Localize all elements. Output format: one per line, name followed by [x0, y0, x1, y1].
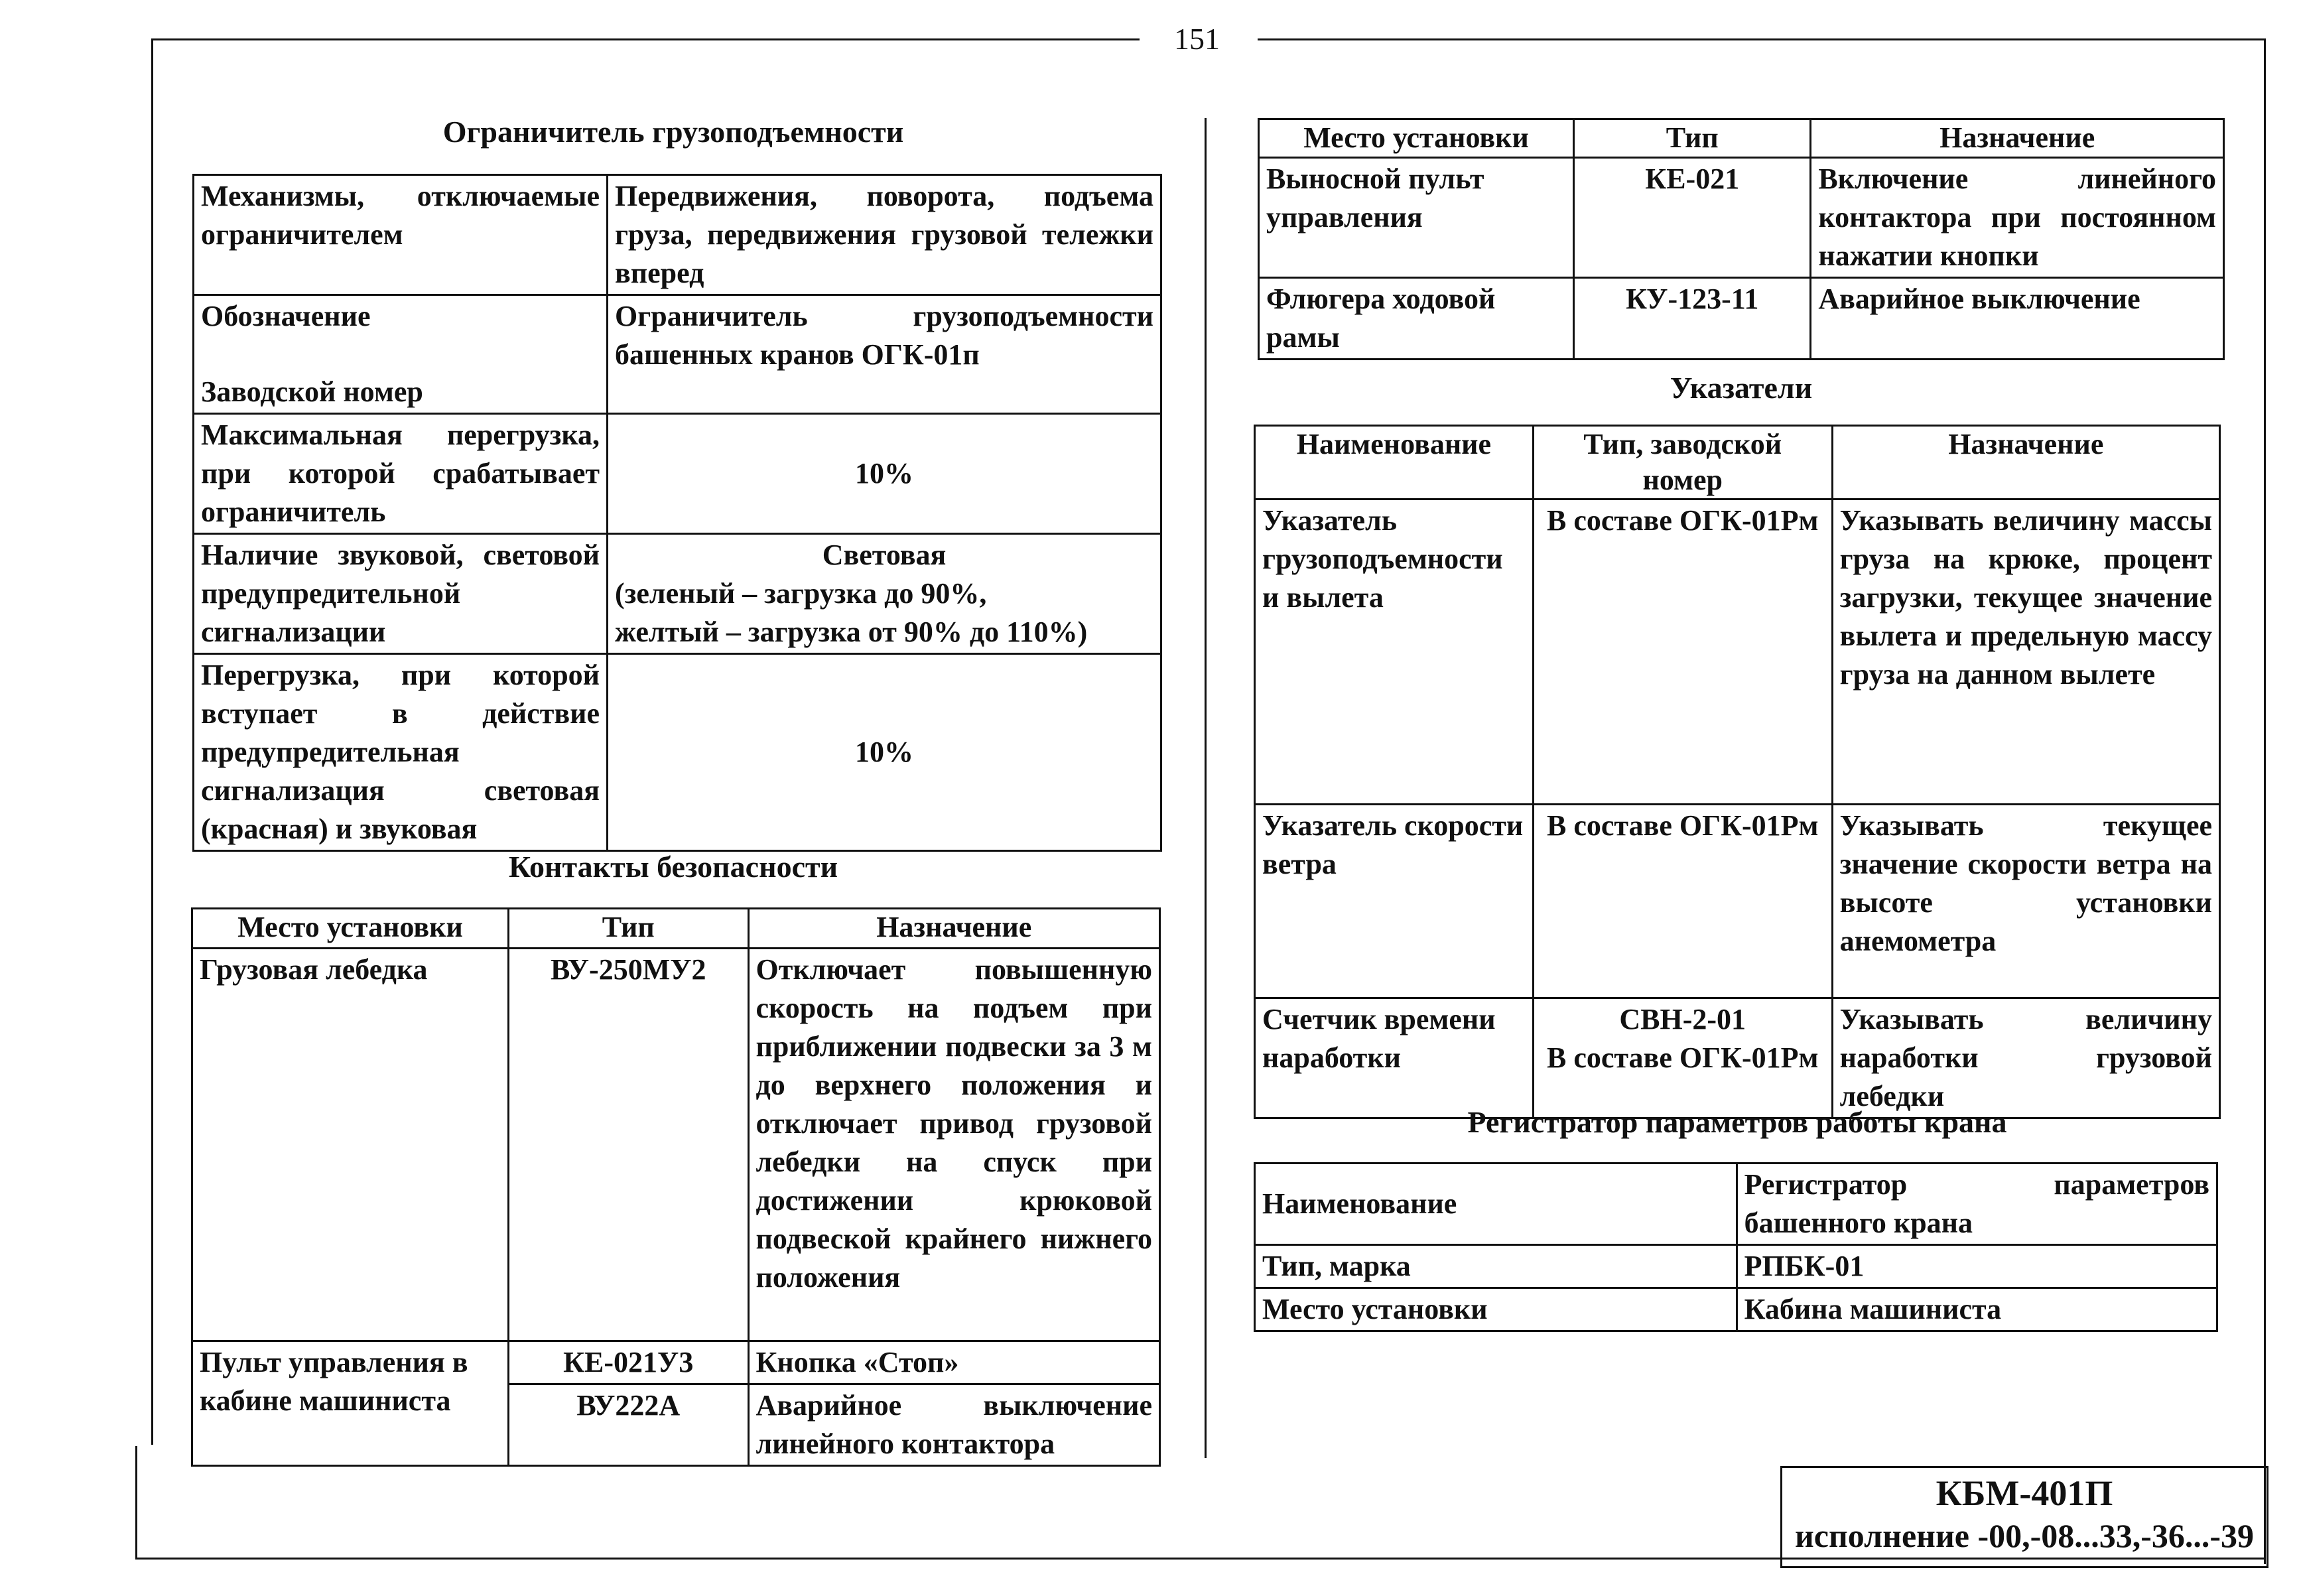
indicator-purpose: Указывать величину наработки грузовой лебедки — [1832, 998, 2219, 1118]
version-label: исполнение -00,-08...33,-36...-39 — [1794, 1517, 2255, 1554]
model-label: КБМ-401П — [1936, 1473, 2113, 1513]
indicator-type: В составе ОГК-01Рм — [1533, 499, 1832, 805]
recorder-title: Регистратор параметров работы крана — [1467, 1105, 2007, 1139]
contact-type: ВУ-250МУ2 — [508, 949, 748, 1341]
page-number: 151 — [1174, 22, 1220, 56]
table-row — [194, 295, 1161, 414]
column-header: Назначение — [1811, 119, 2224, 158]
limiter-value-cell — [608, 534, 1161, 654]
table-row — [192, 1341, 1160, 1384]
limiter-label: Наличие звуковой, световой предупредительной сигнализации — [194, 534, 608, 654]
column-header: Назначение — [748, 909, 1160, 949]
table-row — [192, 949, 1160, 1341]
contact-purpose: Кнопка «Стоп» — [748, 1341, 1160, 1384]
limiter-label: Обозначение — [201, 300, 371, 332]
table-row — [1255, 1164, 2217, 1245]
frame-left-lower — [135, 1446, 137, 1559]
recorder-label: Наименование — [1255, 1164, 1737, 1245]
limiter-label: Перегрузка, при которой вступает в действие предупредительная сигнализация световая (красная) и звуковая — [194, 654, 608, 851]
table-row — [1255, 805, 2220, 998]
table-row — [1259, 278, 2224, 360]
indicator-purpose: Указывать величину массы груза на крюке, процент загрузки, текущее значение вылета и предельную массу груза на данном вылете — [1832, 499, 2219, 805]
table-header-row — [192, 909, 1160, 949]
safety-contacts-table — [191, 907, 1161, 1467]
table-row — [194, 654, 1161, 851]
contact-place: Пульт управления в кабине машиниста — [192, 1341, 509, 1466]
indicators-table — [1254, 425, 2221, 1119]
column-header: Тип, заводской номер — [1533, 426, 1832, 499]
column-divider — [1205, 118, 1207, 1458]
recorder-label: Место установки — [1255, 1288, 1737, 1331]
table-row — [194, 175, 1161, 295]
table-row — [194, 534, 1161, 654]
contact-type: ВУ222А — [508, 1384, 748, 1466]
limiter-label: Заводской номер — [201, 375, 423, 408]
table-header-row — [1259, 119, 2224, 158]
indicators-title: Указатели — [1670, 371, 1813, 405]
load-limiter-table — [192, 174, 1162, 852]
indicator-type: В составе ОГК-01Рм — [1547, 1041, 1819, 1074]
frame-left-upper — [151, 38, 153, 1445]
contact-place: Грузовая лебедка — [192, 949, 509, 1341]
recorder-value: РПБК-01 — [1737, 1245, 2217, 1288]
contact-type: КЕ-021У3 — [508, 1341, 748, 1384]
table-row — [1255, 1288, 2217, 1331]
frame-top-right — [1258, 38, 2266, 40]
contact-type: КЕ-021 — [1574, 158, 1811, 278]
column-header: Назначение — [1832, 426, 2219, 499]
column-header: Тип — [1574, 119, 1811, 158]
table-row — [194, 414, 1161, 534]
limiter-value: 10% — [608, 414, 1161, 534]
table-row — [1255, 998, 2220, 1118]
contact-purpose: Аварийное выключение — [1811, 278, 2224, 360]
limiter-value: Световая — [822, 539, 947, 571]
contact-purpose: Аварийное выключение линейного контактора — [748, 1384, 1160, 1466]
limiter-label: Механизмы, отключаемые ограничителем — [194, 175, 608, 295]
contact-type: КУ-123-11 — [1574, 278, 1811, 360]
safety-contacts-title: Контакты безопасности — [508, 850, 838, 884]
limiter-label: Максимальная перегрузка, при которой срабатывает ограничитель — [194, 414, 608, 534]
recorder-value: Регистратор параметров башенного крана — [1737, 1164, 2217, 1245]
indicator-type: В составе ОГК-01Рм — [1533, 805, 1832, 998]
table-row — [1259, 158, 2224, 278]
contact-place: Выносной пульт управления — [1259, 158, 1574, 278]
contact-place: Флюгера ходовой рамы — [1259, 278, 1574, 360]
contact-purpose: Отключает повышенную скорость на подъем при приближении подвески за 3 м до верхнего положения и отключает привод грузовой лебедки на спуск при достижении крюковой подвеской крайнего нижнего положения — [748, 949, 1160, 1341]
column-header: Тип — [508, 909, 748, 949]
table-row — [1255, 1245, 2217, 1288]
recorder-label: Тип, марка — [1255, 1245, 1737, 1288]
frame-right — [2264, 38, 2266, 1564]
column-header: Место установки — [192, 909, 509, 949]
title-block-stamp — [1780, 1466, 2268, 1568]
limiter-value: 10% — [608, 654, 1161, 851]
recorder-table — [1254, 1162, 2218, 1332]
limiter-value: Передвижения, поворота, подъема груза, передвижения грузовой тележки вперед — [608, 175, 1161, 295]
frame-top-left — [151, 38, 1140, 40]
contacts-continuation-table — [1258, 118, 2225, 360]
table-header-row — [1255, 426, 2220, 499]
recorder-value: Кабина машиниста — [1737, 1288, 2217, 1331]
indicator-type-cell — [1533, 998, 1832, 1118]
limiter-value: желтый – загрузка от 90% до 110%) — [615, 616, 1088, 648]
indicator-purpose: Указывать текущее значение скорости ветра на высоте установки анемометра — [1832, 805, 2219, 998]
column-header: Место установки — [1259, 119, 1574, 158]
indicator-name: Счетчик времени наработки — [1255, 998, 1534, 1118]
indicator-name: Указатель скорости ветра — [1255, 805, 1534, 998]
indicator-type: СВН-2-01 — [1619, 1003, 1746, 1035]
table-row — [1255, 499, 2220, 805]
limiter-value: Ограничитель грузоподъемности башенных кранов ОГК-01п — [608, 295, 1161, 414]
contact-purpose: Включение линейного контактора при постоянном нажатии кнопки — [1811, 158, 2224, 278]
limiter-label-cell — [194, 295, 608, 414]
limiter-value: (зеленый – загрузка до 90%, — [615, 577, 987, 610]
indicator-name: Указатель грузоподъемности и вылета — [1255, 499, 1534, 805]
load-limiter-title: Ограничитель грузоподъемности — [442, 115, 904, 149]
column-header: Наименование — [1255, 426, 1534, 499]
